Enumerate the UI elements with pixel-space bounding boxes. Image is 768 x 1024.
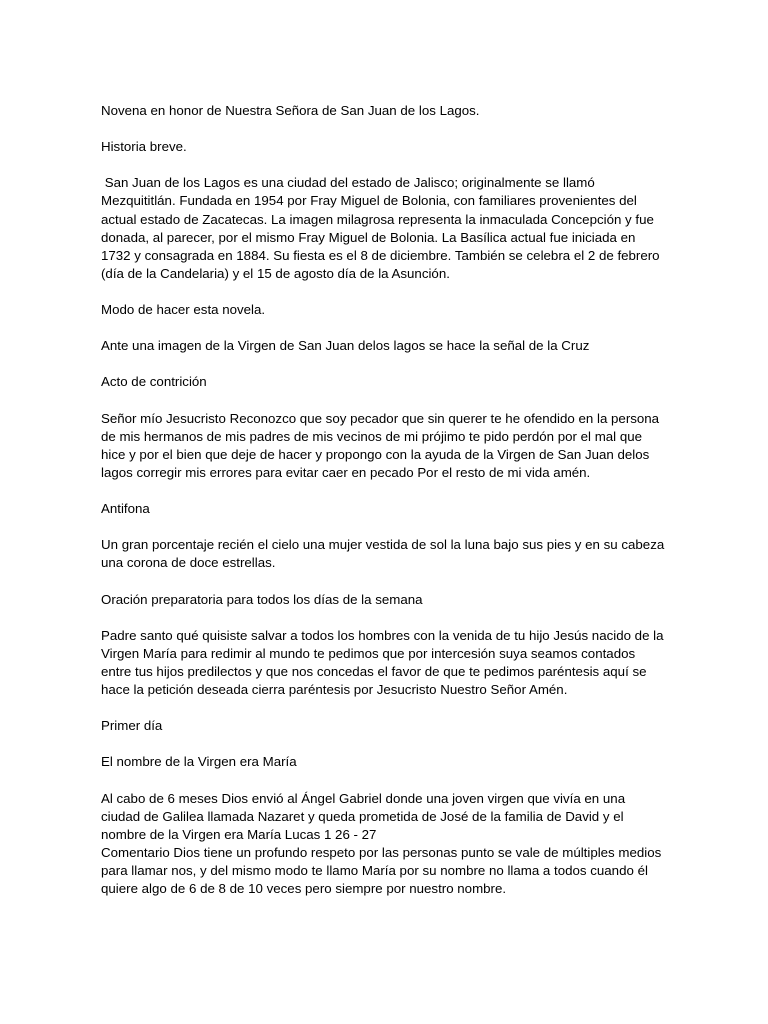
history-paragraph [101,174,667,283]
antiphon-paragraph [101,536,667,572]
history-line: actual estado de Zacatecas. La imagen milagrosa representa la inmaculada Concepción y fue [101,211,654,227]
contrition-line: de mis hermanos de mis padres de mis vecinos de mi prójimo te pido perdón por el mal que [101,428,643,444]
prayer-line: Padre santo qué quisiste salvar a todos los hombres con la venida de tu hijo Jesús nacido de la [101,627,664,643]
prayer-line: Virgen María para redimir al mundo te pedimos que por intercesión suya seamos contados [101,645,636,661]
method-text: Ante una imagen de la Virgen de San Juan delos lagos se hace la señal de la Cruz [101,338,590,354]
document-page [101,102,667,916]
contrition-line: Señor mío Jesucristo Reconozco que soy pecador que sin querer te he ofendido en la persona [101,410,660,426]
day-one-heading: Primer día [101,718,163,734]
contrition-heading: Acto de contrición [101,374,207,390]
prayer-line: entre tus hijos predilectos y que nos concedas el favor de que te pedimos paréntesis aquí se [101,663,647,679]
contrition-line: lagos corregir mis errores para evitar caer en pecado Por el resto de mi vida amén. [101,464,591,480]
history-line: 1732 y consagrada en 1884. Su fiesta es el 8 de diciembre. También se celebra el 2 de febrero [101,247,660,263]
contrition-paragraph [101,410,667,482]
antiphon-line: una corona de doce estrellas. [101,555,276,571]
day-one-reading [101,790,667,844]
antiphon-heading: Antifona [101,501,150,517]
prayer-heading: Oración preparatoria para todos los días de la semana [101,591,423,607]
day-one-reading-line: ciudad de Galilea llamada Nazaret y queda prometida de José de la familia de David y el [101,808,624,824]
prayer-paragraph [101,627,667,699]
day-one-comment-line: para llamar nos, y del mismo modo te llamo María por su nombre no llama a todos cuando él [101,862,648,878]
day-one-comment-line: Comentario Dios tiene un profundo respeto por las personas punto se vale de múltiples medios [101,844,662,860]
method-heading: Modo de hacer esta novela. [101,302,266,318]
history-line: donada, al parecer, por el mismo Fray Miguel de Bolonia. La Basílica actual fue iniciada en [101,229,636,245]
history-line: (día de la Candelaria) y el 15 de agosto día de la Asunción. [101,265,450,281]
history-line: Mezquititlán. Fundada en 1954 por Fray Miguel de Bolonia, con familiares provenientes del [101,193,637,209]
antiphon-line: Un gran porcentaje recién el cielo una mujer vestida de sol la luna bajo sus pies y en su cabeza [101,537,665,553]
document-title: Novena en honor de Nuestra Señora de San Juan de los Lagos. [101,103,480,118]
contrition-line: hice y por el bien que deje de hacer y propongo con la ayuda de la Virgen de San Juan delos [101,446,650,462]
day-one-comment [101,844,667,898]
history-line: San Juan de los Lagos es una ciudad del estado de Jalisco; originalmente se llamó [101,175,595,191]
prayer-line: hace la petición deseada cierra paréntesis por Jesucristo Nuestro Señor Amén. [101,682,568,697]
day-one-comment-line: quiere algo de 6 de 8 de 10 veces pero siempre por nuestro nombre. [101,881,507,897]
day-one-reading-line: nombre de la Virgen era María Lucas 1 26 - 27 [101,826,377,842]
history-heading: Historia breve. [101,139,187,155]
day-one-subheading: El nombre de la Virgen era María [101,754,297,770]
day-one-reading-line: Al cabo de 6 meses Dios envió al Ángel Gabriel donde una joven virgen que vivía en una [101,790,626,806]
